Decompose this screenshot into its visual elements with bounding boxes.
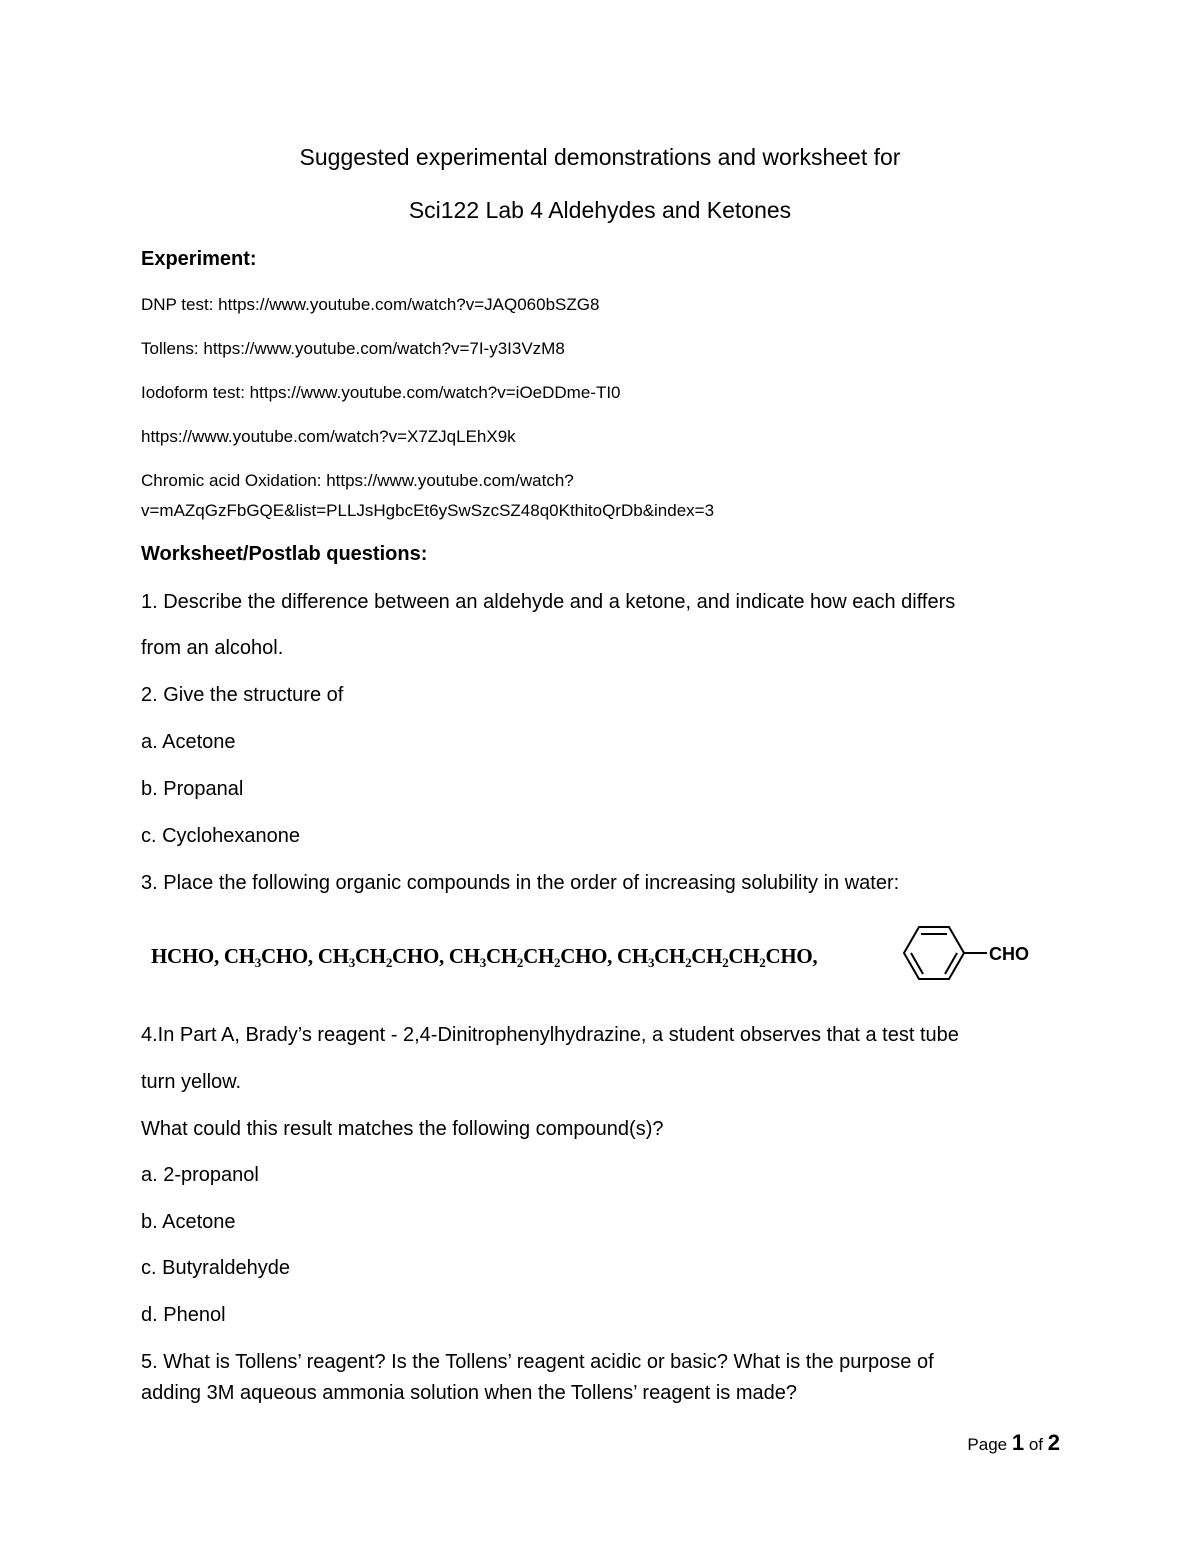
question-2: 2. Give the structure of [141, 684, 344, 706]
formula-subscript: 2 [385, 955, 393, 970]
page-word: Page [967, 1435, 1008, 1454]
link-label: Iodoform test: [141, 383, 245, 402]
benzaldehyde-structure [896, 918, 1046, 988]
link-iodoform-test[interactable] [141, 383, 621, 403]
link-tollens[interactable] [141, 339, 565, 359]
formula-text: CH [728, 944, 760, 968]
of-word: of [1028, 1435, 1044, 1454]
link-url[interactable]: https://www.youtube.com/watch?v=JAQ060bSZG8 [218, 295, 600, 314]
formula-subscript: 3 [348, 955, 355, 970]
link-dnp-test[interactable] [141, 295, 599, 315]
formula-subscript: 3 [254, 955, 261, 970]
formula-text: CH [354, 944, 386, 968]
formula-text: CHO, CH [392, 944, 480, 968]
formula-text: CH [654, 944, 686, 968]
formula-subscript: 2 [685, 955, 692, 970]
cho-label: CHO [989, 944, 1029, 964]
question-4-line-1: 4.In Part A, Brady’s reagent - 2,4-Dinitrophenylhydrazine, a student observes that a test tube [141, 1024, 959, 1046]
question-2-option-a: a. Acetone [141, 731, 236, 753]
page-number-footer [967, 1430, 1060, 1456]
formula-text: CH [691, 944, 723, 968]
experiment-heading: Experiment: [141, 248, 257, 270]
formula-text: CHO, [765, 944, 818, 968]
total-pages: 2 [1047, 1430, 1060, 1455]
title-line-2: Sci122 Lab 4 Aldehydes and Ketones [408, 197, 792, 223]
question-5-line-2: adding 3M aqueous ammonia solution when the Tollens’ reagent is made? [141, 1382, 797, 1404]
formula-subscript: 2 [554, 955, 561, 970]
formula-subscript: 2 [722, 955, 729, 970]
link-url[interactable]: https://www.youtube.com/watch?v=iOeDDme-TI0 [249, 383, 621, 402]
question-4-option-b: b. Acetone [141, 1211, 236, 1233]
question-4-option-a: a. 2-propanol [141, 1164, 259, 1186]
link-url[interactable]: https://www.youtube.com/watch? [326, 471, 574, 490]
question-2-option-c: c. Cyclohexanone [141, 825, 300, 847]
question-4-line-2: turn yellow. [141, 1071, 242, 1093]
link-chromic-acid-cont[interactable]: v=mAZqGzFbGQE&list=PLLJsHgbcEt6ySwSzcSZ48q0KthitoQrDb&index=3 [141, 501, 715, 520]
link-chromic-acid[interactable] [141, 471, 574, 491]
title-line-1: Suggested experimental demonstrations and worksheet for [299, 144, 901, 170]
worksheet-heading: Worksheet/Postlab questions: [141, 543, 428, 565]
question-2-option-b: b. Propanal [141, 778, 244, 800]
compound-formula-list [151, 944, 817, 971]
question-5-line-1: 5. What is Tollens’ reagent? Is the Tollens’ reagent acidic or basic? What is the purpose of [141, 1351, 934, 1373]
formula-text: CH [523, 944, 555, 968]
formula-subscript: 3 [647, 955, 655, 970]
formula-text: CHO, CH [260, 944, 349, 968]
link-url[interactable]: https://www.youtube.com/watch?v=7I-y3I3VzM8 [203, 339, 565, 358]
formula-text: HCHO, CH [151, 944, 255, 968]
benzene-double-bond [911, 953, 923, 974]
link-url[interactable]: https://www.youtube.com/watch?v=X7ZJqLEhX9k [141, 427, 516, 446]
question-4-option-d: d. Phenol [141, 1304, 226, 1326]
question-4-option-c: c. Butyraldehyde [141, 1257, 290, 1279]
question-3: 3. Place the following organic compounds in the order of increasing solubility in water: [141, 872, 900, 894]
formula-subscript: 3 [479, 955, 486, 970]
formula-subscript: 2 [759, 955, 766, 970]
link-label: Chromic acid Oxidation: [141, 471, 322, 490]
benzene-double-bond [945, 953, 957, 974]
link-label: DNP test: [141, 295, 214, 314]
question-4-line-3: What could this result matches the following compound(s)? [141, 1118, 664, 1140]
formula-text: CH [486, 944, 517, 968]
formula-subscript: 2 [516, 955, 524, 970]
link-label: Tollens: [141, 339, 199, 358]
question-1-line-1: 1. Describe the difference between an aldehyde and a ketone, and indicate how each differs [141, 591, 956, 613]
link-iodoform-extra[interactable] [141, 427, 516, 447]
formula-text: CHO, CH [560, 944, 648, 968]
question-1-line-2: from an alcohol. [141, 637, 284, 659]
current-page: 1 [1011, 1430, 1025, 1455]
